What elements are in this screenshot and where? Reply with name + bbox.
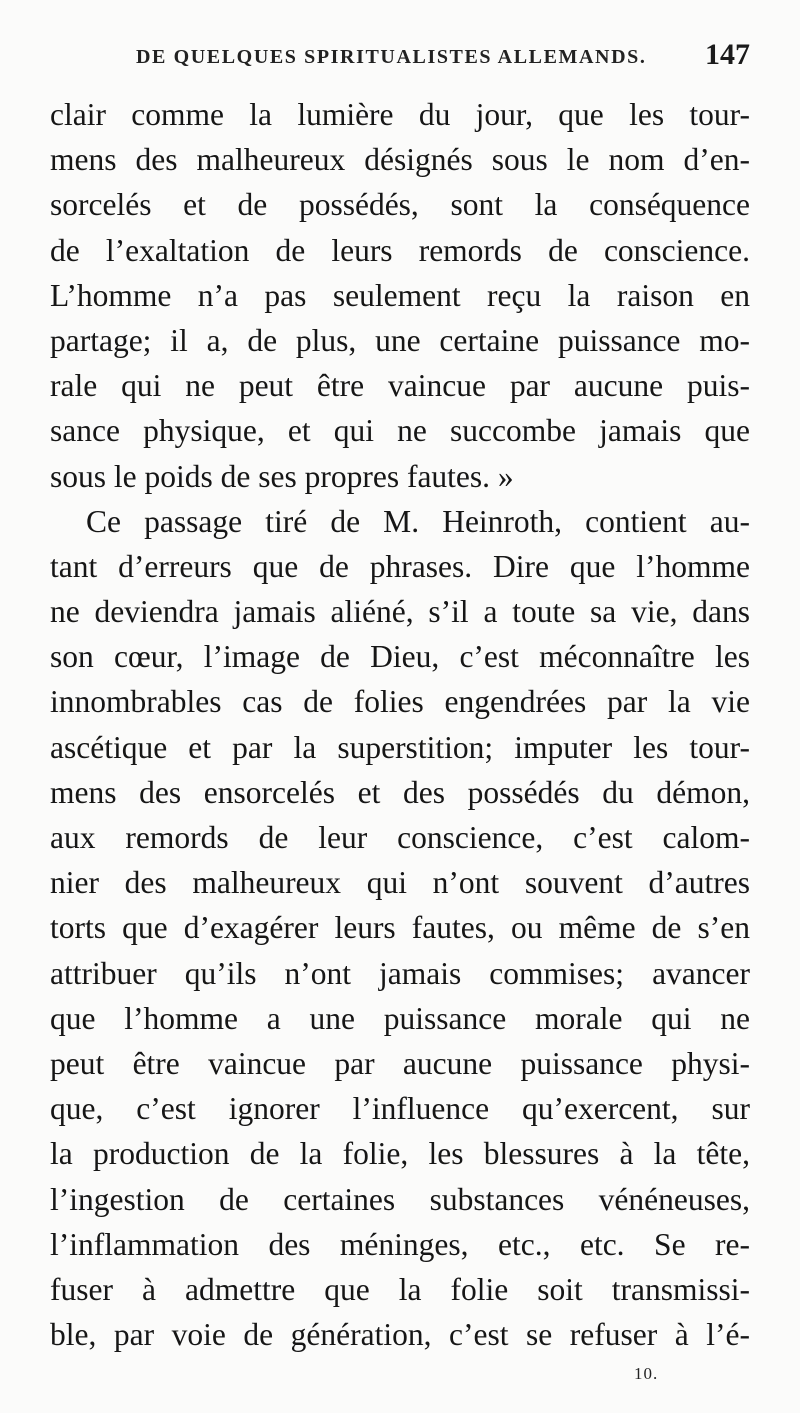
text-line: peut être vaincue par aucune puissance physi- bbox=[50, 1045, 750, 1081]
text-line: l’inflammation des méninges, etc., etc. Se re- bbox=[50, 1226, 750, 1262]
running-title: DE QUELQUES SPIRITUALISTES ALLEMANDS. bbox=[136, 46, 647, 68]
text-line: ble, par voie de génération, c’est se refuser à l’é- bbox=[50, 1317, 750, 1353]
text-line: aux remords de leur conscience, c’est calom- bbox=[50, 820, 750, 855]
text-line: sorcelés et de possédés, sont la conséquence bbox=[50, 187, 750, 223]
text-line: nier des malheureux qui n’ont souvent d’autres bbox=[50, 865, 750, 901]
text-line: torts que d’exagérer leurs fautes, ou même de s’en bbox=[50, 910, 750, 946]
running-head bbox=[48, 38, 754, 78]
text-line: que, c’est ignorer l’influence qu’exercent, sur bbox=[50, 1091, 750, 1127]
text-line: sance physique, et qui ne succombe jamais que bbox=[50, 413, 750, 449]
text-line: la production de la folie, les blessures à la tête, bbox=[50, 1136, 750, 1172]
text-line: ascétique et par la superstition; imputer les tour- bbox=[50, 729, 750, 765]
text-line: partage; il a, de plus, une certaine puissance mo- bbox=[50, 322, 750, 358]
text-line: attribuer qu’ils n’ont jamais commises; avancer bbox=[50, 955, 750, 991]
text-line: sous le poids de ses propres fautes. » bbox=[50, 458, 514, 494]
text-line: son cœur, l’image de Dieu, c’est méconnaître les bbox=[50, 639, 750, 675]
text-line: rale qui ne peut être vaincue par aucune puis- bbox=[50, 368, 750, 404]
text-line: clair comme la lumière du jour, que les tour- bbox=[50, 97, 750, 132]
body-text bbox=[50, 92, 750, 1357]
signature-mark: 10. bbox=[634, 1364, 659, 1383]
text-line: ne deviendra jamais aliéné, s’il a toute sa vie, dans bbox=[50, 594, 750, 630]
text-line: l’ingestion de certaines substances vénéneuses, bbox=[50, 1181, 750, 1217]
text-line: mens des ensorcelés et des possédés du démon, bbox=[50, 774, 750, 810]
text-line: fuser à admettre que la folie soit transmissi- bbox=[50, 1271, 750, 1307]
paragraph-start-line: Ce passage tiré de M. Heinroth, contient au- bbox=[86, 503, 750, 539]
page-number: 147 bbox=[705, 38, 750, 71]
text-line: de l’exaltation de leurs remords de conscience. bbox=[50, 232, 750, 268]
text-line: tant d’erreurs que de phrases. Dire que l’homme bbox=[50, 548, 750, 584]
text-line: que l’homme a une puissance morale qui ne bbox=[50, 1000, 750, 1036]
text-line: L’homme n’a pas seulement reçu la raison en bbox=[50, 277, 750, 313]
text-line: innombrables cas de folies engendrées par la vie bbox=[50, 684, 750, 720]
text-line: mens des malheureux désignés sous le nom d’en- bbox=[50, 142, 750, 178]
